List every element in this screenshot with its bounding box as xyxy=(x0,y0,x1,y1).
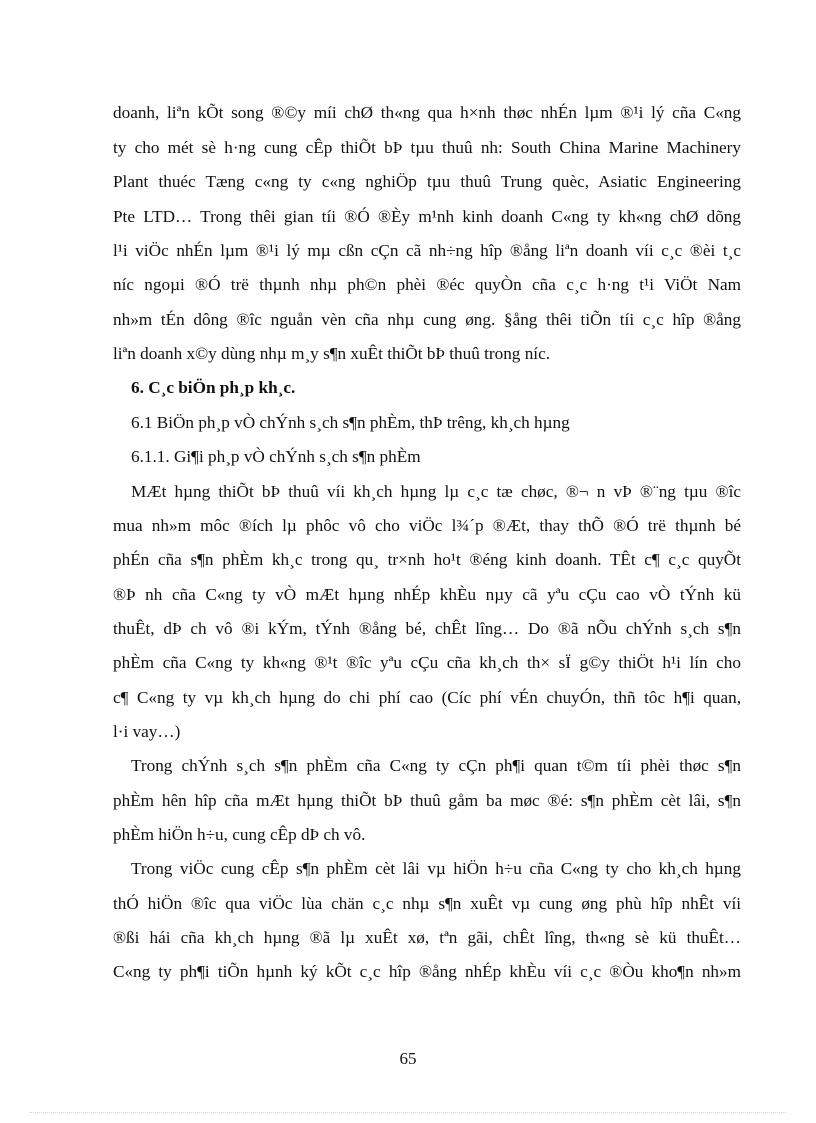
body-text-line: Pte LTD… Trong thêi gian tíi ®Ó ®Èy m¹nh kinh doanh C«ng ty kh«ng chØ dõng xyxy=(113,207,741,226)
footer-divider xyxy=(30,1112,786,1113)
body-text-line: phÈm hiÖn h÷u, cung cÊp dÞ ch vô. xyxy=(113,825,366,844)
body-text-line: Trong viÖc cung cÊp s¶n phÈm cèt lâi vµ hiÖn h÷u cña C«ng ty cho kh¸ch hµng xyxy=(131,859,741,878)
body-text-line: níc ngoµi ®Ó trë thµnh nhµ ph©n phèi ®éc quyÒn cña c¸c h·ng t¹i ViÖt Nam xyxy=(113,275,741,294)
body-text-line: MÆt hµng thiÕt bÞ thuû víi kh¸ch hµng lµ c¸c tæ chøc, ®¬ n vÞ ®¨ng tµu ®îc xyxy=(131,482,741,501)
page-number: 65 xyxy=(399,1049,417,1068)
body-text-line: liªn doanh x©y dùng nhµ m¸y s¶n xuÊt thiÕt bÞ thuû trong níc. xyxy=(113,344,550,363)
section-heading: 6. C¸c biÖn ph¸p kh¸c. xyxy=(131,378,296,397)
body-text-line: thuÊt, dÞ ch vô ®i kÝm, tÝnh ®ång bé, chÊt lîng… Do ®ã nÕu chÝnh s¸ch s¶n xyxy=(113,619,741,638)
body-text-line: thÓ hiÖn ®îc qua viÖc lùa chän c¸c nhµ s¶n xuÊt vµ cung øng phù hîp nhÊt víi xyxy=(113,894,741,913)
body-text-line: phÈm hên hîp cña mÆt hµng thiÕt bÞ thuû gåm ba møc ®é: s¶n phÈm cèt lâi, s¶n xyxy=(113,791,741,810)
body-text-line: c¶ C«ng ty vµ kh¸ch hµng do chi phí cao (Cíc phí vÉn chuyÓn, thñ tôc h¶i quan, xyxy=(113,688,741,707)
body-text-line: ®Þ nh cña C«ng ty vÒ mÆt hµng nhÉp khÈu nµy cã yªu cÇu cao vÒ tÝnh kü xyxy=(113,585,741,604)
body-text-line: doanh, liªn kÕt song ®©y míi chØ th«ng qua h×nh thøc nhÉn lµm ®¹i lý cña C«ng xyxy=(113,103,741,122)
body-text-line: phÉn cña s¶n phÈm kh¸c trong qu¸ tr×nh ho¹t ®éng kinh doanh. TÊt c¶ c¸c quyÕt xyxy=(113,550,741,569)
body-text-line: l¹i viÖc nhÉn lµm ®¹i lý mµ cßn cÇn cã nh÷ng hîp ®ång liªn doanh víi c¸c ®èi t¸c xyxy=(113,241,741,260)
body-text-line: Trong chÝnh s¸ch s¶n phÈm cña C«ng ty cÇn ph¶i quan t©m tíi phèi thøc s¶n xyxy=(131,756,741,775)
subsection-heading: 6.1 BiÖn ph¸p vÒ chÝnh s¸ch s¶n phÈm, thÞ trêng, kh¸ch hµng xyxy=(131,413,570,432)
body-text-line: mua nh»m môc ®ích lµ phôc vô cho viÖc l¾´p ®Æt, thay thÕ ®Ó trë thµnh bé xyxy=(113,516,741,535)
body-text-line: nh»m tÉn dông ®îc nguån vèn cña nhµ cung øng. §ång thêi tiÕn tíi c¸c hîp ®ång xyxy=(113,310,741,329)
body-text-line: l·i vay…) xyxy=(113,722,181,741)
body-text-line: ®ßi hái cña kh¸ch hµng ®ã lµ xuÊt xø, tªn gãi, chÊt lîng, th«ng sè kü thuÊt… xyxy=(113,928,741,947)
subsection-heading: 6.1.1. Gi¶i ph¸p vÒ chÝnh s¸ch s¶n phÈm xyxy=(131,447,421,466)
body-text-line: ty cho mét sè h·ng cung cÊp thiÕt bÞ tµu thuû nh: South China Marine Machinery xyxy=(113,138,741,157)
body-text-line: Plant thuéc Tæng c«ng ty c«ng nghiÖp tµu thuû Trung quèc, Asiatic Engineering xyxy=(113,172,741,191)
body-text-line: C«ng ty ph¶i tiÕn hµnh ký kÕt c¸c hîp ®ång nhÉp khÈu víi c¸c ®Òu kho¶n nh»m xyxy=(113,962,741,981)
body-text-line: phÈm cña C«ng ty kh«ng ®¹t ®îc yªu cÇu cña kh¸ch th× sÏ g©y thiÖt h¹i lín cho xyxy=(113,653,741,672)
